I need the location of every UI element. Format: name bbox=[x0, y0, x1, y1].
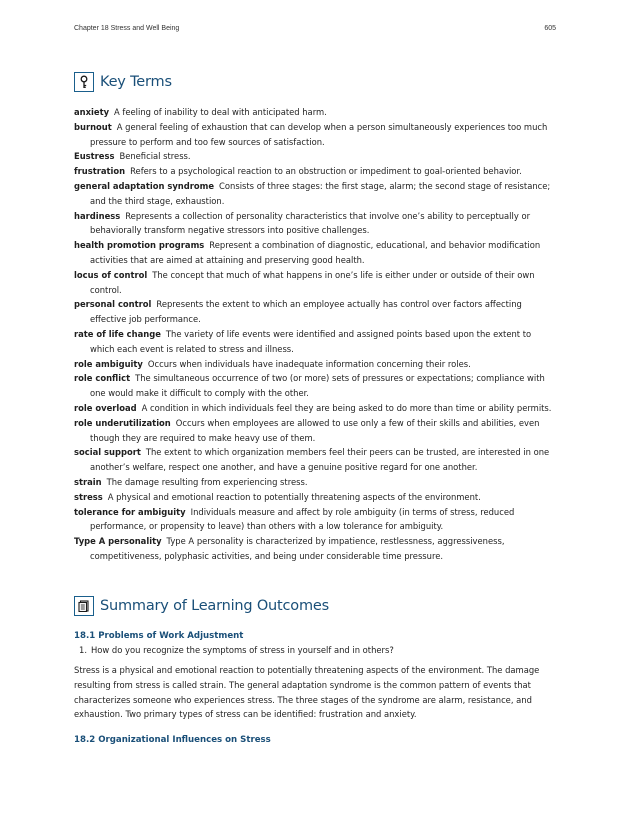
term-entry bbox=[74, 357, 556, 372]
term-definition: The extent to which organization members feel their peers can be trusted, are interested in one another’s welfare, respect one another, and have a genuine positive regard for one another. bbox=[90, 447, 550, 473]
term-entry bbox=[74, 149, 556, 164]
term-entry bbox=[74, 416, 556, 446]
question-number: 1. bbox=[79, 645, 87, 655]
summary-title: Summary of Learning Outcomes bbox=[100, 598, 329, 614]
term-name: tolerance for ambiguity bbox=[74, 506, 186, 517]
term-entry bbox=[74, 268, 556, 298]
term-name: strain bbox=[74, 476, 102, 487]
term-entry bbox=[74, 297, 556, 327]
term-name: Eustress bbox=[74, 151, 115, 162]
term-definition: The damage resulting from experiencing stress. bbox=[106, 476, 308, 487]
term-definition: Represents a collection of personality characteristics that involve one’s ability to perceptually or behaviorally transform negative stressors into positive challenges. bbox=[90, 210, 531, 236]
term-name: Type A personality bbox=[74, 536, 162, 547]
term-definition: Occurs when individuals have inadequate information concerning their roles. bbox=[147, 358, 471, 369]
term-definition: Occurs when employees are allowed to use only a few of their skills and abilities, even though they are required to make heavy use of them. bbox=[90, 417, 540, 443]
term-name: general adaptation syndrome bbox=[74, 180, 215, 191]
section-heading-18-2: 18.2 Organizational Influences on Stress bbox=[74, 735, 271, 745]
term-name: social support bbox=[74, 447, 141, 458]
term-entry bbox=[74, 534, 556, 564]
term-definition: Represents the extent to which an employee actually has control over factors affecting effective job performance. bbox=[90, 299, 522, 325]
term-entry bbox=[74, 371, 556, 401]
chapter-title: Chapter 18 Stress and Well Being bbox=[74, 25, 180, 32]
term-name: role overload bbox=[74, 402, 137, 413]
term-entry bbox=[74, 505, 556, 535]
term-definition: Represent a combination of diagnostic, educational, and behavior modification activities that are aimed at attaining and preserving good health. bbox=[90, 240, 541, 265]
term-name: health promotion programs bbox=[74, 240, 205, 251]
key-icon bbox=[74, 72, 94, 92]
term-entry bbox=[74, 120, 556, 150]
term-name: burnout bbox=[74, 121, 112, 132]
term-entry bbox=[74, 445, 556, 475]
term-entry bbox=[74, 475, 556, 490]
term-name: role underutilization bbox=[74, 417, 171, 428]
term-entry bbox=[74, 401, 556, 416]
page-number: 605 bbox=[544, 25, 556, 32]
summary-heading bbox=[74, 596, 329, 616]
term-name: stress bbox=[74, 491, 103, 502]
term-entry bbox=[74, 209, 556, 239]
term-definition: A feeling of inability to deal with anticipated harm. bbox=[114, 107, 327, 117]
key-terms-list bbox=[74, 105, 556, 564]
term-entry bbox=[74, 164, 556, 179]
term-name: role ambiguity bbox=[74, 358, 143, 369]
running-header bbox=[74, 25, 556, 32]
term-name: rate of life change bbox=[74, 328, 161, 339]
key-terms-title: Key Terms bbox=[100, 74, 172, 90]
term-entry bbox=[74, 327, 556, 357]
term-definition: A condition in which individuals feel they are being asked to do more than time or ability permits. bbox=[141, 402, 552, 413]
document-icon bbox=[74, 596, 94, 616]
term-definition: The concept that much of what happens in one’s life is either under or outside of their own control. bbox=[90, 269, 535, 295]
term-definition: The variety of life events were identified and assigned points based upon the extent to which each event is related to stress and illness. bbox=[90, 328, 532, 354]
answer-paragraph: Stress is a physical and emotional reaction to potentially threatening aspects of the environment. The damage resulting from stress is called strain. The general adaptation syndrome is the common pattern of events that characterizes someone who experiences stress. The three stages of the syndrome are alarm, resistance, and exhaustion. Two primary types of stress can be identified: frustration and anxiety. bbox=[74, 665, 540, 720]
term-name: personal control bbox=[74, 299, 152, 310]
key-terms-heading bbox=[74, 72, 172, 92]
term-name: hardiness bbox=[74, 210, 121, 221]
term-definition: Individuals measure and affect by role ambiguity (in terms of stress, reduced performance, or propensity to leave) than others with a low tolerance for ambiguity. bbox=[90, 506, 515, 532]
term-definition: Type A personality is characterized by impatience, restlessness, aggressiveness, competitiveness, polyphasic activities, and being under considerable time pressure. bbox=[90, 536, 505, 561]
term-definition: A general feeling of exhaustion that can develop when a person simultaneously experiences too much pressure to perform and too few sources of satisfaction. bbox=[90, 121, 548, 147]
term-entry bbox=[74, 105, 556, 120]
term-name: anxiety bbox=[74, 107, 110, 117]
term-entry bbox=[74, 179, 556, 209]
term-name: locus of control bbox=[74, 269, 148, 280]
question-text: How do you recognize the symptoms of stress in yourself and in others? bbox=[91, 645, 394, 655]
term-definition: Refers to a psychological reaction to an obstruction or impediment to goal-oriented behavior. bbox=[130, 166, 522, 177]
section-heading-18-1: 18.1 Problems of Work Adjustment bbox=[74, 631, 244, 641]
term-definition: Consists of three stages: the first stage, alarm; the second stage of resistance; and the third stage, exhaustion. bbox=[90, 180, 551, 206]
term-name: frustration bbox=[74, 166, 126, 177]
review-question bbox=[79, 645, 394, 655]
term-definition: The simultaneous occurrence of two (or more) sets of pressures or expectations; compliance with one would make it difficult to comply with the other. bbox=[90, 373, 545, 399]
term-entry bbox=[74, 490, 556, 505]
term-name: role conflict bbox=[74, 373, 131, 384]
term-definition: Beneficial stress. bbox=[119, 151, 191, 162]
term-definition: A physical and emotional reaction to potentially threatening aspects of the environment. bbox=[107, 491, 481, 502]
term-entry bbox=[74, 238, 556, 268]
